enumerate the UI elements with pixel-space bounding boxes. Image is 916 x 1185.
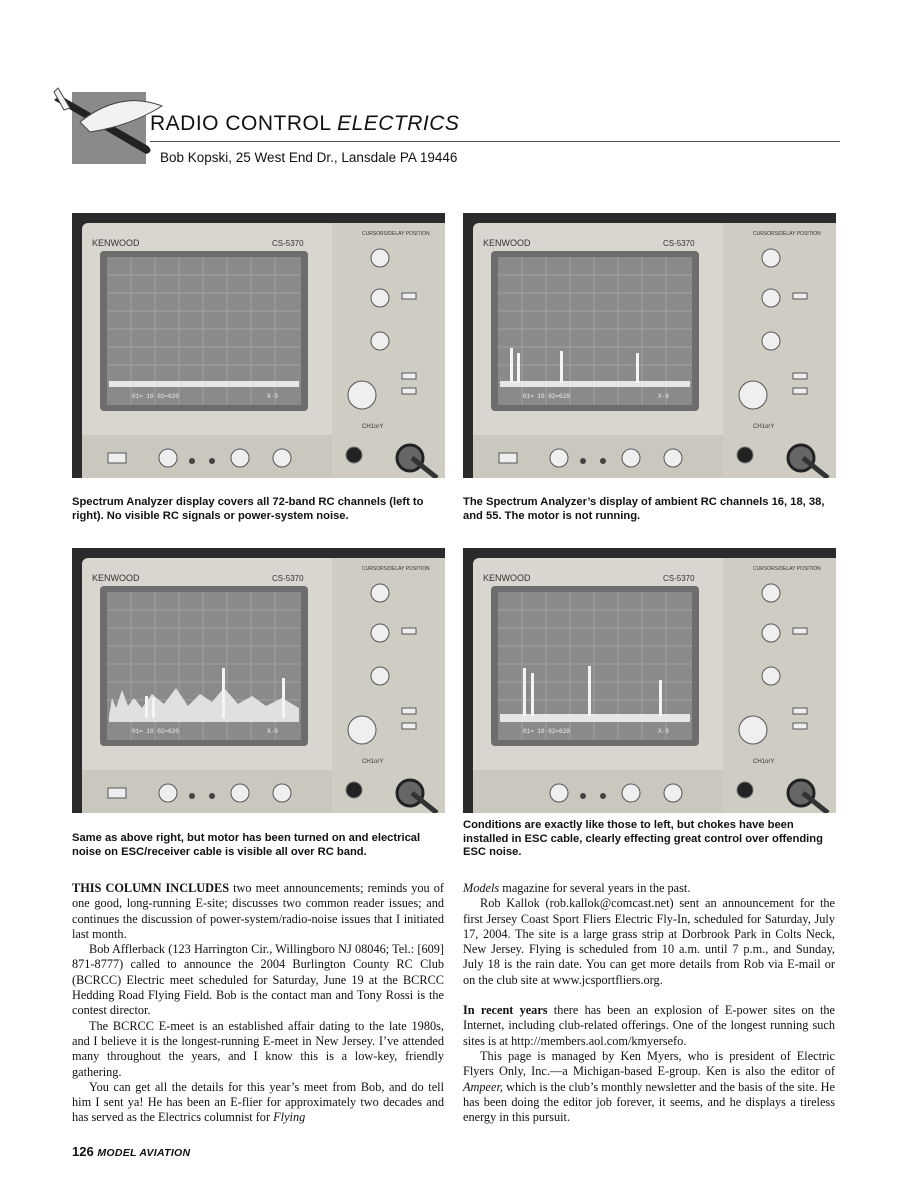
photo-2 [463, 213, 836, 478]
svg-text:CURSORS/DELAY POSITION: CURSORS/DELAY POSITION [753, 231, 821, 237]
publication-name: MODEL AVIATION [97, 1147, 191, 1159]
svg-text:X-9: X-9 [658, 393, 669, 400]
svg-text:KENWOOD: KENWOOD [483, 573, 531, 583]
lead-in: In recent years [463, 1003, 548, 1018]
header-rule [150, 141, 840, 142]
caption-2: The Spectrum Analyzer’s display of ambient RC channels 16, 18, 38, and 55. The motor is not running. [463, 496, 825, 522]
byline: Bob Kopski, 25 West End Dr., Lansdale PA 19446 [160, 150, 458, 165]
photo-1 [72, 213, 445, 478]
svg-text:KENWOOD: KENWOOD [92, 573, 140, 583]
caption-4: Conditions are exactly like those to left, but chokes have been installed in ESC cable, clearly effecting great control over offending ESC noise. [463, 819, 823, 858]
svg-text:01= 10 02=620: 01= 10 02=620 [523, 728, 570, 735]
lead-in: THIS COLUMN INCLUDES [72, 881, 230, 895]
photo-3 [72, 548, 445, 813]
svg-text:01= 10 02=620: 01= 10 02=620 [132, 393, 179, 400]
svg-text:CH1orY: CH1orY [753, 424, 775, 430]
paragraph: THIS COLUMN INCLUDES two meet announcements; reminds you of one good, long-running E-site; discusses two common reader issues; and continues the discussion of power-system/radio-noise issues that I initiated last month. [72, 881, 444, 941]
svg-text:KENWOOD: KENWOOD [483, 238, 531, 248]
svg-text:CH1orY: CH1orY [362, 759, 384, 765]
svg-text:CH1orY: CH1orY [362, 424, 384, 430]
svg-text:CS-5370: CS-5370 [663, 239, 695, 248]
svg-text:CURSORS/DELAY POSITION: CURSORS/DELAY POSITION [362, 566, 430, 572]
svg-text:X-9: X-9 [658, 728, 669, 735]
svg-text:CURSORS/DELAY POSITION: CURSORS/DELAY POSITION [753, 566, 821, 572]
paragraph: The BCRCC E-meet is an established affair dating to the late 1980s, and I believe it is the longest-running E-meet in New Jersey. I’ve attended many throughout the years, and I know this is a low-key, friendly gathering. [72, 1018, 444, 1079]
svg-text:CS-5370: CS-5370 [272, 239, 304, 248]
scope-photo-2 [463, 213, 836, 478]
svg-text:CH1orY: CH1orY [753, 759, 775, 765]
scope-photo-3 [72, 548, 445, 813]
paragraph: Rob Kallok (rob.kallok@comcast.net) sent an announcement for the first Jersey Coast Sport Fliers Electric Fly-In, scheduled for Saturday, July 17, 2004. The site is a large grass strip at Dorbrook Park in Colts Neck, New Jersey. Flying is scheduled from 10 a.m. until 7 p.m., and Sunday, July 18 is the rain date. You can get more details from Rob via E-mail or on the club site at www.jcsportfliers.org. [463, 896, 835, 987]
svg-text:KENWOOD: KENWOOD [92, 238, 140, 248]
svg-text:01= 10 02=620: 01= 10 02=620 [523, 393, 570, 400]
svg-text:01= 10 02=620: 01= 10 02=620 [132, 728, 179, 735]
photo-4 [463, 548, 836, 813]
caption-1: Spectrum Analyzer display covers all 72-band RC channels (left to right). No visible RC signals or power-system noise. [72, 496, 424, 522]
column-title: RADIO CONTROL ELECTRICS [150, 112, 460, 135]
svg-text:CS-5370: CS-5370 [663, 574, 695, 583]
article-column-right [463, 881, 835, 1125]
page-footer [72, 1144, 190, 1159]
scope-photo-4 [463, 548, 836, 813]
svg-text:X-9: X-9 [267, 728, 278, 735]
paragraph: This page is managed by Ken Myers, who is president of Electric Flyers Only, Inc.—a Michigan-based E-group. Ken is also the editor of Ampeer, which is the club’s monthly newsletter and the basis of the site. He has been doing the editor job forever, it seems, and he displays a tireless energy in this pursuit. [463, 1048, 835, 1125]
svg-text:CURSORS/DELAY POSITION: CURSORS/DELAY POSITION [362, 231, 430, 237]
paragraph: You can get all the details for this year’s meet from Bob, and do tell him I sent ya! He has been an E-flier for approximately two decades and has served as the Electrics columnist for Flying [72, 1079, 444, 1125]
svg-text:CS-5370: CS-5370 [272, 574, 304, 583]
paragraph: Bob Afflerback (123 Harrington Cir., Willingboro NJ 08046; Tel.: [609] 871-8777) called to announce the 2004 Burlington County RC Club (BCRCC) Electric meet scheduled for Saturday, June 19 at the BCRCC Hedding Road Flying Field. Bob is the contact man and Tony Rossi is the contest director. [72, 942, 444, 1018]
caption-3: Same as above right, but motor has been turned on and electrical noise on ESC/receiver cable is visible all over RC band. [72, 832, 421, 858]
svg-text:X-9: X-9 [267, 393, 278, 400]
paragraph: Models magazine for several years in the past. [463, 881, 691, 895]
paragraph: In recent years there has been an explosion of E-power sites on the Internet, including club-related offerings. One of the longest running such sites is at http://members.aol.com/kmyersefo. [463, 1003, 835, 1048]
article-column-left [72, 881, 444, 1126]
scope-photo-1 [72, 213, 445, 478]
page-number: 126 [72, 1144, 94, 1159]
